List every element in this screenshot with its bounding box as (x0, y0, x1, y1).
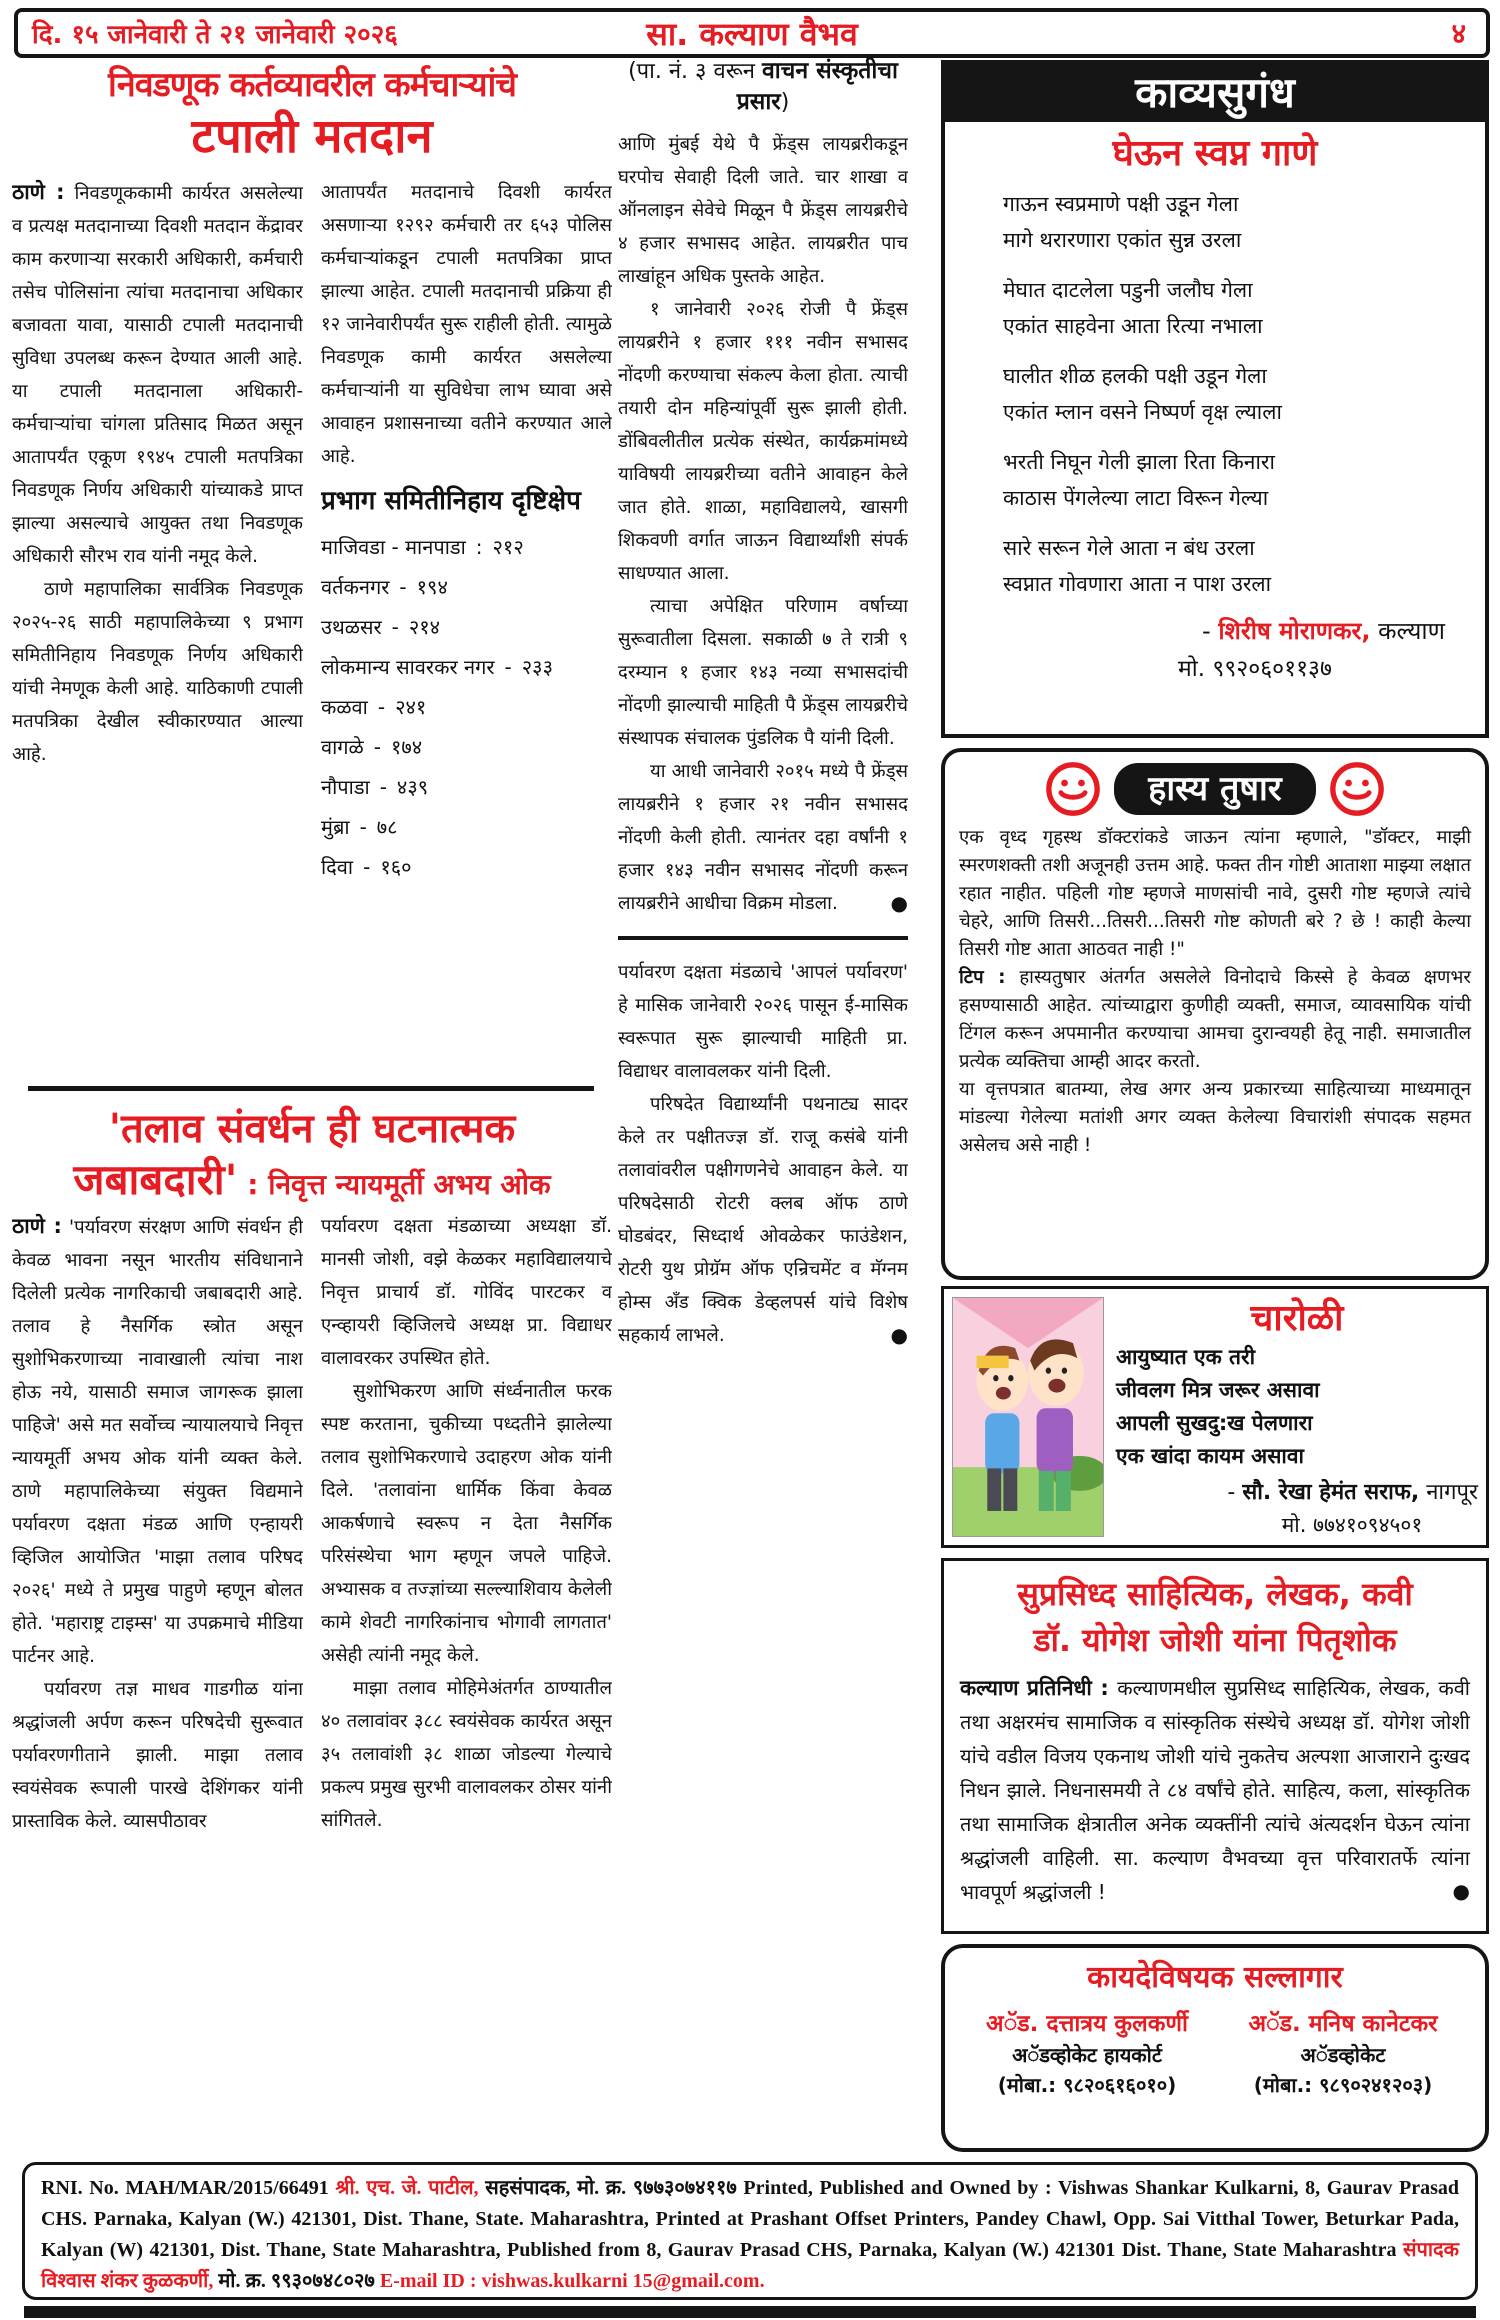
paragraph: ठाणे महापालिका सार्वत्रिक निवडणूक २०२५-२६ साठी महापालिकेच्या ९ प्रभाग समितीनिहाय निवडणूक निर्णय अधिकारी यांची नेमणूक केली आहे. याठिकाणी टपाली मतपत्रिका देखील स्वीकारण्यात आल्या आहे. (12, 579, 303, 765)
headline-line2: जबाबदारी' : निवृत्त न्यायमूर्ती अभय ओक (73, 1155, 551, 1204)
charoli-phone: मो. ७७४१०९४५०१ (1281, 1513, 1423, 1537)
legal-advocates-row (959, 2008, 1471, 2100)
charoli-author: सौ. रेखा हेमंत सराफ, (1242, 1480, 1420, 1505)
friends-cartoon-image (952, 1297, 1104, 1537)
ward-row: दिवा - १६० (321, 855, 412, 879)
obituary-section-box (941, 1558, 1489, 1934)
advocate-card (959, 2008, 1215, 2100)
charoli-attribution: - सौ. रेखा हेमंत सराफ, नागपूर मो. ७७४१०९४५०१ (1116, 1477, 1478, 1541)
poem-line: गाऊन स्वप्रमाणे पक्षी उडून गेला (1003, 192, 1239, 216)
postal-article-body (12, 176, 612, 1048)
poem-line: स्वप्नात गोवणारा आता न पाश उरला (1003, 572, 1272, 596)
masthead-date: दि. १५ जानेवारी ते २१ जानेवारी २०२६ (32, 20, 398, 50)
editor-disclaimer: या वृत्तपत्रात बातम्या, लेख अगर अन्य प्रकारच्या साहित्याच्या माध्यमातून मांडल्या गेलेल्या मतांशी अगर व्यक्त केलेल्या विचारांशी संपादक सहमत असेलच असे नाही ! (959, 1079, 1471, 1156)
poem-line: एकांत साहवेना आता रित्या नभाला (1003, 314, 1263, 338)
obituary-body: कल्याण प्रतिनिधी : कल्याणमधील सुप्रसिध्द साहित्यिक, लेखक, कवी तथा अक्षरमंच सामाजिक व सांस्कृतिक संस्थेचे अध्यक्ष डॉ. योगेश जोशी यांचे वडील विजय एकनाथ जोशी यांचे नुकतेच अल्पशा आजाराने दुःखद निधन झाले. निधनासमयी ते ८४ वर्षांचे होते. साहित्य, कला, सांस्कृतिक तथा सामाजिक क्षेत्रातील अनेक व्यक्तींनी त्यांचे अंत्यदर्शन घेऊन त्यांना श्रद्धांजली वाहिली. सा. कल्याण वैभवच्या वृत्त परिवारातर्फे त्यांना भावपूर्ण श्रद्धांजली ! ● (960, 1671, 1470, 1909)
humor-body (959, 824, 1471, 1160)
charoli-line: आपली सुखदु:ख पेलणारा (1116, 1411, 1313, 1435)
humor-section-header (959, 760, 1471, 818)
dateline: ठाणे : (12, 180, 65, 204)
legal-advisors-box (941, 1944, 1489, 2152)
paragraph: पर्यावरण दक्षता मंडळाचे 'आपलं पर्यावरण' हे मासिक जानेवारी २०२६ पासून ई-मासिक स्वरूपात सुरू झाल्याची माहिती प्रा. विद्याधर वालावलकर यांनी दिली. (618, 962, 908, 1082)
poem-title: घेऊन स्वप्न गाणे (1112, 133, 1318, 174)
paragraph: ठाणे : निवडणूककामी कार्यरत असलेल्या व प्रत्यक्ष मतदानाच्या दिवशी मतदान केंद्रावर काम करणाऱ्या सरकारी अधिकारी, कर्मचारी तसेच पोलिसांना त्यांचा मतदानाचा अधिकार बजावता यावा, यासाठी टपाली मतदानाची सुविधा उपलब्ध करून देण्यात आली आहे. या टपाली मतदानाला अधिकारी-कर्मचाऱ्यांचा चांगला प्रतिसाद मिळत असून आतापर्यंत एकूण १९४५ टपाली मतपत्रिका निवडणूक निर्णय अधिकारी यांच्याकडे प्राप्त झाल्या असल्याचे आयुक्त तथा निवडणूक अधिकारी सौरभ राव यांनी नमूद केले. (12, 180, 303, 567)
poem-line: काठास पेंगलेल्या लाटा विरून गेल्या (1003, 486, 1269, 510)
charoli-section-box (941, 1286, 1489, 1548)
poem-line: मेघात दाटलेला पडुनी जलौघ गेला (1003, 278, 1253, 302)
dateline: ठाणे : (12, 1214, 62, 1238)
paragraph: सुशोभिकरण आणि संर्ध्वनातील फरक स्पष्ट करताना, चुकीच्या पध्दतीने झालेल्या तलाव सुशोभिकरणाचे उदाहरण ओक यांनी दिले. 'तलावांना धार्मिक किंवा केवळ आकर्षणाचे स्वरूप न देता नैसर्गिक परिसंस्थेचा भाग म्हणून जपले पाहिजे. अभ्यासक व तज्ज्ञांच्या सल्ल्याशिवाय केलेली कामे शेवटी नागरिकांनाच भोगावी लागतात' असेही त्यांनी नमूद केले. (321, 1381, 612, 1666)
ward-row: कळवा - २४१ (321, 695, 427, 719)
charoli-line: जीवलग मित्र जरूर असावा (1116, 1378, 1320, 1402)
advocate-mobile: (मोबा.: ९८२०६१६०१०) (997, 2073, 1177, 2097)
advocate-designation: अॅडव्होकेट (1300, 2043, 1386, 2067)
paragraph: ठाणे : 'पर्यावरण संरक्षण आणि संवर्धन ही केवळ भावना नसून भारतीय संविधानाने दिलेली प्रत्येक नागरिकाची जबाबदारी आहे. तलाव हे नैसर्गिक स्त्रोत असून सुशोभिकरणाच्या नावाखाली त्यांचा नाश होऊ नये, यासाठी समाज जागरूक झाला पाहिजे' असे मत सर्वोच्च न्यायालयाचे निवृत्त न्यायमूर्ती अभय ओक यांनी व्यक्त केले. ठाणे महापालिकेच्या संयुक्त विद्यमाने पर्यावरण दक्षता मंडळ आणि एन्हायरी व्हिजिल आयोजित 'माझा तलाव परिषद २०२६' मध्ये ते प्रमुख पाहुणे म्हणून बोलत होते. 'महाराष्ट्र टाइम्स' या उपक्रमाचे मीडिया पार्टनर आहे. (12, 1214, 303, 1667)
headline-line1: निवडणूक कर्तव्यावरील कर्मचाऱ्यांचे (108, 65, 516, 105)
poem-line: एकांत म्लान वसने निष्पर्ण वृक्ष ल्याला (1003, 400, 1282, 424)
postal-article-col1 (12, 176, 303, 1048)
joke-text: एक वृध्द गृहस्थ डॉक्टरांकडे जाऊन त्यांना म्हणाले, "डॉक्टर, माझी स्मरणशक्ती तशी अजूनही उत्तम आहे. फक्त तीन गोष्टी आताशा माझ्या लक्षात रहात नाहीत. पहिली गोष्ट म्हणजे माणसांची नावे, दुसरी गोष्ट म्हणजे त्यांचे चेहरे, आणि तिसरी...तिसरी...तिसरी गोष्ट कोणती बरे ? छे ! काही केल्या तिसरी गोष्ट आता आठवत नाही !" (959, 827, 1471, 960)
ward-row: उथळसर - २१४ (321, 615, 441, 639)
advocate-mobile: (मोबा.: ९८९०२४१२०३) (1253, 2073, 1433, 2097)
end-bullet-icon: ● (890, 1323, 908, 1347)
poetry-section-title: काव्यसुगंध (945, 64, 1485, 122)
paragraph: परिषदेत विद्यार्थ्यांनी पथनाट्य सादर केले तर पक्षीतज्ज्ञ डॉ. राजू कसंबे यांनी तलावांवरील पक्षीगणनेचे आवाहन केले. या परिषदेसाठी रोटरी क्लब ऑफ ठाणे घोडबंदर, सिध्दार्थ ओवळेकर फाउंडेशन, रोटरी युथ प्रोग्रॅम ऑफ एन्रिचमेंट व मॅग्नम होम्स अँड क्विक डेव्हलपर्स यांचे विशेष सहकार्य लाभले. ● (618, 1088, 908, 1352)
paragraph: पर्यावरण दक्षता मंडळाच्या अध्यक्षा डॉ. मानसी जोशी, वझे केळकर महाविद्यालयाचे निवृत्त प्राचार्य डॉ. गोविंद पारटकर व एन्व्हायरी व्हिजिलचे अध्यक्ष प्रा. विद्याधर वालावरकर उपस्थित होते. (321, 1216, 612, 1369)
ward-row: मुंब्रा - ७८ (321, 815, 398, 839)
advocate-card (1215, 2008, 1471, 2100)
paragraph: त्याचा अपेक्षित परिणाम वर्षाच्या सुरूवातीला दिसला. सकाळी ७ ते रात्री ९ दरम्यान १ हजार १४३ नव्या सभासदांची नोंदणी झाल्याची माहिती पै फ्रेंड्स लायब्ररीचे संस्थापक संचालक पुंडलिक पै यांनी दिली. (618, 596, 908, 749)
charoli-line: आयुष्यात एक तरी (1116, 1345, 1256, 1369)
paragraph: माझा तलाव मोहिमेअंतर्गत ठाण्यातील ४० तलावांवर ३८८ स्वयंसेवक कार्यरत असून ३५ तलावांशी ३८ शाळा जोडल्या गेल्याचे प्रकल्प प्रमुख सुरभी वालावलकर ठोसर यांनी सांगितले. (321, 1678, 612, 1831)
paragraph: या आधी जानेवारी २०१५ मध्ये पै फ्रेंड्स लायब्ररीने १ हजार २१ नवीन सभासद नोंदणी केली होती. त्यानंतर दहा वर्षांनी १ हजार १४३ नवीन सभासद नोंदणी करून लायब्ररीने आधीचा विक्रम मोडला. ● (618, 755, 908, 920)
poet-phone: मो. ९९२०६०११३७ (1178, 656, 1332, 682)
email-id: E-mail ID : vishwas.kulkarni 15@gmail.com. (379, 2270, 765, 2292)
editor-name: संपादक विश्वास शंकर कुळकर्णी, (41, 2239, 1459, 2292)
ward-list (321, 527, 612, 887)
paragraph: आतापर्यंत मतदानाचे दिवशी कार्यरत असणाऱ्या १२९२ कर्मचारी तर ६५३ पोलिस कर्मचाऱ्यांकडून टपाली मतपत्रिका प्राप्त झाल्या आहेत. टपाली मतदानाची प्रक्रिया ही १२ जानेवारीपर्यंत सुरू राहीली होती. त्यामुळे निवडणूक कामी कार्यरत असलेल्या कर्मचाऱ्यांनी या सुविधेचा लाभ घ्यावा असे आवाहन प्रशासनाच्या वतीने करण्यात आले आहे. (321, 182, 612, 467)
smiley-icon (1328, 760, 1386, 818)
end-bullet-icon: ● (890, 891, 908, 915)
postal-article-headline (12, 62, 612, 166)
publisher-details: Printed, Published and Owned by : Vishwas Shankar Kulkarni, 8, Gaurav Prasad CHS. Parnaka, Kalyan (W.) 421301, Dist. Thane, State. Maharashtra, Printed at Prashant Offset Printers, Pandey Chawl, Opp. Sai Vitthal Tower, Beturkar Pada, Kalyan (W) 421301, Dist. Thane, State Maharashtra, Published from 8, Gaurav Prasad CHS, Parnaka, Kalyan (W.) 421301 Dist. Thane, State Maharashtra (41, 2177, 1459, 2261)
tip-label: टिप : (959, 967, 1006, 988)
end-bullet-icon: ● (1452, 1879, 1470, 1903)
humor-section-box (941, 748, 1489, 1280)
masthead-title: सा. कल्याण वैभव (646, 14, 858, 53)
masthead (14, 8, 1490, 58)
smiley-icon (1044, 760, 1102, 818)
lake-article-col2 (321, 1210, 612, 2154)
poetry-section-box (941, 60, 1489, 738)
lake-article-body (12, 1210, 612, 2154)
page-bottom-rule (24, 2306, 1476, 2318)
paragraph: १ जानेवारी २०२६ रोजी पै फ्रेंड्स लायब्ररीने १ हजार १११ नवीन सभासद नोंदणी करण्याचा संकल्प केला होता. त्याची तयारी दोन महिन्यांपूर्वी सुरू झाली होती. डोंबिवलीतील प्रत्येक संस्थेत, कार्यक्रमांमध्ये याविषयी लायब्ररीच्या वतीने आवाहन केले जात होते. शाळा, महाविद्यालये, खासगी शिकवणी वर्गात जाऊन विद्यार्थ्यांशी संपर्क साधण्यात आला. (618, 299, 908, 584)
ward-row: वर्तकनगर - १९४ (321, 575, 448, 599)
dateline: कल्याण प्रतिनिधी : (960, 1676, 1118, 1700)
tip-paragraph: टिप : हास्यतुषार अंतर्गत असलेले विनोदाचे किस्से हे केवळ क्षणभर हसण्यासाठी आहेत. त्यांच्याद्वारा कुणीही व्यक्ती, समाज, व्यावसायिक यांची टिंगल करून अपमानीत करण्याचा आमचा दुरान्वयही हेतू नाही. समाजातील प्रत्येक व्यक्तिचा आम्ही आदर करतो. (959, 967, 1471, 1072)
poem (945, 180, 1485, 602)
section-divider-rule (28, 1086, 594, 1091)
headline-line1: 'तलाव संवर्धन ही घटनात्मक (108, 1106, 516, 1152)
poem-line: भरती निघून गेली झाला रिता किनारा (1003, 450, 1275, 474)
paragraph: आणि मुंबई येथे पै फ्रेंड्स लायब्ररीकडून घरपोच सेवाही दिली जाते. चार शाखा व ऑनलाइन सेवेचे मिळून पै फ्रेंड्स लायब्ररीचे ४ हजार सभासद आहेत. लायब्ररीत पाच लाखांहून अधिक पुस्तके आहेत. (618, 134, 908, 287)
rni-number: RNI. No. MAH/MAR/2015/66491 (41, 2177, 336, 2199)
poem-attribution: - शिरीष मोराणकर, कल्याण मो. ९९२०६०११३७ (945, 612, 1485, 688)
humor-section-title: हास्य तुषार (1114, 763, 1315, 815)
lake-article-headline (12, 1104, 612, 1215)
legal-box-title: कायदेविषयक सल्लागार (1087, 1960, 1343, 1995)
ward-row: लोकमान्य सावरकर नगर - २३३ (321, 655, 553, 679)
advocate-designation: अॅडव्होकेट हायकोर्ट (1012, 2043, 1162, 2067)
postal-article-col2 (321, 176, 612, 1048)
masthead-page-number: ४ (1451, 17, 1466, 50)
poem-line: घालीत शीळ हलकी पक्षी उडून गेला (1003, 364, 1267, 388)
ward-list-subhead: प्रभाग समितीनिहाय दृष्टिक्षेप (321, 486, 581, 516)
column-rule (618, 936, 908, 940)
reading-culture-column (618, 56, 908, 2156)
charoli-body (1116, 1297, 1478, 1537)
obituary-headline: सुप्रसिध्द साहित्यिक, लेखक, कवी डॉ. योगेश जोशी यांना पितृशोक (1017, 1575, 1413, 1659)
paragraph: पर्यावरण तज्ञ माधव गाडगीळ यांना श्रद्धांजली अर्पण करून परिषदेची सुरूवात पर्यावरणगीताने झाली. माझा तलाव स्वयंसेवक रूपाली पारखे देशिंगकर यांनी प्रास्ताविक केले. व्यासपीठावर (12, 1679, 303, 1832)
ward-row: नौपाडा - ४३९ (321, 775, 429, 799)
poem-line: सारे सरून गेले आता न बंध उरला (1003, 536, 1255, 560)
imprint-footer: RNI. No. MAH/MAR/2015/66491 श्री. एच. जे. पाटील, सहसंपादक, मो. क्र. ९७७३०७४११७ Printed, Published and Owned by : Vishwas Shankar Kulkarni, 8, Gaurav Prasad CHS. Parnaka, Kalyan (W.) 421301, Dist. Thane, State. Maharashtra, Printed at Prashant Offset Printers, Pandey Chawl, Opp. Sai Vitthal Tower, Beturkar Pada, Kalyan (W) 421301, Dist. Thane, State Maharashtra, Published from 8, Gaurav Prasad CHS, Parnaka, Kalyan (W.) 421301 Dist. Thane, State Maharashtra संपादक विश्वास शंकर कुळकर्णी, मो. क्र. ९९३०७४८०२७ E-mail ID : vishwas.kulkarni 15@gmail.com. (22, 2162, 1478, 2300)
charoli-line: एक खांदा कायम असावा (1116, 1444, 1304, 1468)
poem-line: मागे थरारणारा एकांत सुन्न उरला (1003, 228, 1242, 252)
continued-from-note: (पा. नं. ३ वरून वाचन संस्कृतीचा प्रसार) (628, 58, 898, 115)
poet-name: शिरीष मोराणकर, (1218, 617, 1371, 645)
lake-article-col1 (12, 1210, 303, 2154)
advocate-name: अॅड. दत्तात्रय कुलकर्णी (986, 2011, 1188, 2037)
ward-row: वागळे - १७४ (321, 735, 423, 759)
advocate-name: अॅड. मनिष कानेटकर (1248, 2011, 1438, 2037)
ward-row: माजिवडा - मानपाडा : २१२ (321, 535, 524, 559)
headline-line2: टपाली मतदान (191, 109, 433, 164)
charoli-section-title: चारोळी (1250, 1298, 1344, 1339)
co-editor-name: श्री. एच. जे. पाटील, (335, 2177, 479, 2199)
